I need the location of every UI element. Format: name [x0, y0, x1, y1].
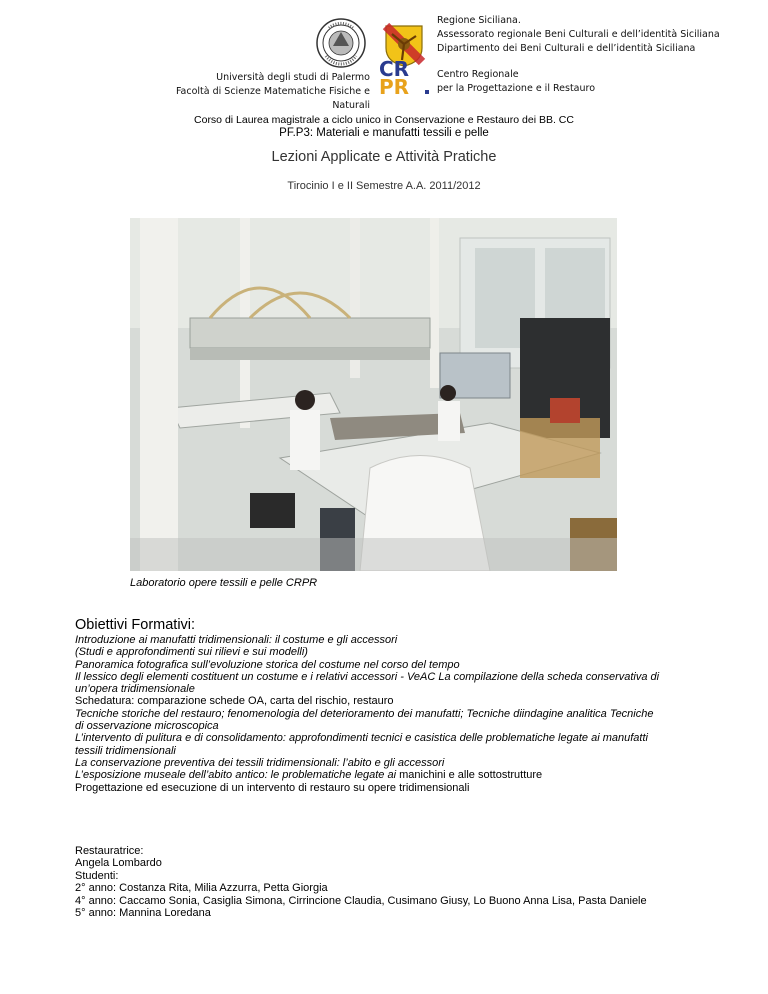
region-line-1: Regione Siciliana. [437, 15, 521, 26]
objective-line: L’intervento di pulitura e di consolidamento: approfondimenti tecnici e casistica delle problematiche legate ai manufatti [75, 732, 648, 745]
document-subtitle: Tirocinio I e II Semestre A.A. 2011/2012 [287, 180, 481, 192]
region-header-text [437, 14, 720, 56]
objective-line-italic-part: L’esposizione museale dell’abito antico: le problematiche legate ai [75, 769, 397, 782]
centro-line-2: per la Progettazione e il Restauro [437, 83, 596, 94]
region-line-3: Dipartimento dei Beni Culturali e dell’identità Siciliana [437, 43, 696, 54]
objectives-list [75, 634, 715, 794]
credits-line: 2° anno: Costanza Rita, Milia Azzurra, Petta Giorgia [75, 882, 328, 895]
objective-line: Il lessico degli elementi costituent un costume e i relativi accessori - VeAC La compilazione della scheda conservativa di [75, 670, 660, 683]
objective-line: di osservazione microscopica [75, 720, 219, 733]
objective-line: Panoramica fotografica sull’evoluzione storica del costume nel corso del tempo [75, 658, 460, 671]
objective-line: tessili tridimensionali [75, 744, 176, 757]
credits-line: Angela Lombardo [75, 857, 162, 870]
centro-line-1: Centro Regionale [437, 69, 519, 80]
objective-line: (Studi e approfondimenti sui rilievi e sui modelli) [75, 646, 308, 659]
credits-line: Studenti: [75, 869, 119, 882]
objective-line: un’opera tridimensionale [75, 683, 195, 696]
document-title: Lezioni Applicate e Attività Pratiche [271, 149, 497, 165]
centro-header-text [437, 68, 595, 96]
objectives-heading: Obiettivi Formativi: [75, 617, 196, 633]
course-name: Corso di Laurea magistrale a ciclo unico in Conservazione e Restauro dei BB. CC [194, 114, 574, 126]
university-seal-logo [316, 18, 366, 68]
crpr-logo-text-top: CR [379, 58, 410, 81]
course-module: PF.P3: Materiali e manufatti tessili e pelle [279, 127, 489, 139]
region-line-2: Assessorato regionale Beni Culturali e dell’identità Siciliana [437, 29, 720, 40]
university-line-2: Facoltà di Scienze Matematiche Fisiche e Naturali [175, 86, 370, 111]
credits [75, 845, 647, 919]
laboratory-photo [130, 218, 617, 571]
university-header-text [150, 71, 370, 113]
university-line-1: Università degli studi di Palermo [216, 72, 370, 83]
objective-line: Schedatura: comparazione schede OA, carta del rischio, restauro [75, 695, 394, 708]
objective-line-mixed [75, 769, 715, 781]
objective-line-regular-part: manichini e alle sottostrutture [399, 769, 543, 782]
crpr-logo-text-bottom: PR [379, 75, 410, 96]
photo-caption: Laboratorio opere tessili e pelle CRPR [130, 577, 318, 589]
objective-line: Progettazione ed esecuzione di un intervento di restauro su opere tridimensionali [75, 781, 470, 794]
credits-line: 5° anno: Mannina Loredana [75, 907, 211, 920]
objective-line: Tecniche storiche del restauro; fenomenologia del deterioramento dei manufatti; Tecniche diindagine analitica Tecniche [75, 707, 654, 720]
objective-line: Introduzione ai manufatti tridimensionali: il costume e gli accessori [75, 634, 398, 646]
crpr-logo [379, 58, 429, 96]
credits-line: Restauratrice: [75, 845, 144, 857]
objective-line: La conservazione preventiva dei tessili tridimensionali: l’abito e gli accessori [75, 756, 445, 769]
credits-line: 4° anno: Caccamo Sonia, Casiglia Simona, Cirrincione Claudia, Cusimano Giusy, Lo Buono Anna Lisa, Pasta Daniele [75, 894, 647, 907]
